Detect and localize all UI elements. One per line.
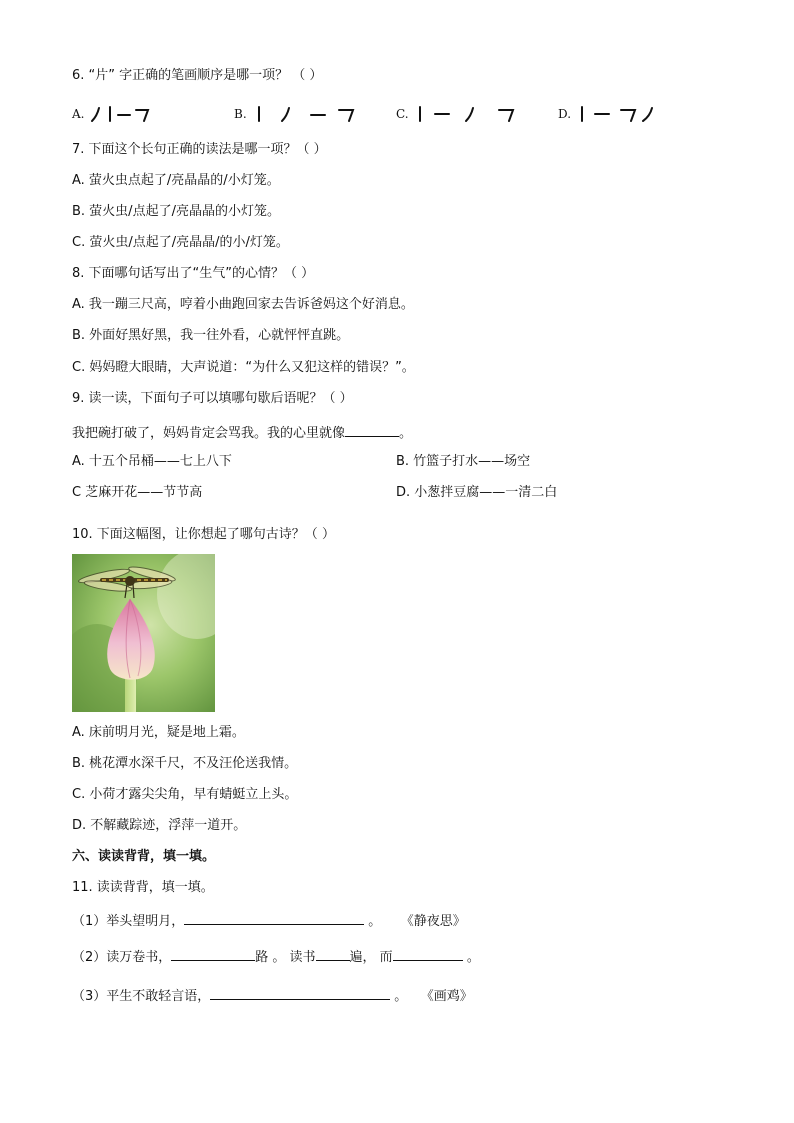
q10-stem: 10. 下面这幅图，让你想起了哪句古诗？（ ） [72,527,335,542]
q8-option-b[interactable]: B. 外面好黑好黑，我一往外看，心就怦怦直跳。 [72,328,350,343]
q9-stem: 9. 读一读，下面句子可以填哪句歇后语呢？（ ） [72,391,353,406]
q11-item2-mid2: 遍， 而 [349,950,393,965]
section6-title: 六、读读背背，填一填。 [72,849,216,864]
q11-item3 [72,985,473,1006]
q8-stem: 8. 下面哪句话写出了“生气”的心情？（ ） [72,266,315,281]
q11-item1-end: 。 [368,914,382,929]
q9-sentence-text: 我把碗打破了，妈妈肯定会骂我。我的心里就像 [72,426,346,441]
q11-stem: 11. 读读背背，填一填。 [72,880,214,895]
q6-option-d[interactable] [558,103,661,125]
q9-option-d[interactable]: D. 小葱拌豆腐——一清二白 [396,485,558,500]
q11-item1-start: （1）举头望明月， [72,914,185,929]
q6-stem: 6. “片” 字正确的笔画顺序是哪一项？ （ ） [72,68,323,83]
q6-option-c-strokes [415,104,521,124]
q9-answer-blank[interactable] [345,422,399,437]
q6-option-d-letter: D. [558,107,572,121]
q7-stem: 7. 下面这个长句正确的读法是哪一项？（ ） [72,142,327,157]
q6-option-a-strokes [90,104,152,124]
q10-option-c[interactable]: C. 小荷才露尖尖角，早有蜻蜓立上头。 [72,787,298,802]
q6-option-a[interactable] [72,103,152,125]
q11-item3-end: 。 [394,989,408,1004]
q11-item3-blank[interactable] [210,985,390,1000]
q8-option-a[interactable]: A. 我一蹦三尺高，哼着小曲跑回家去告诉爸妈这个好消息。 [72,297,414,312]
q11-item3-source: 《画鸡》 [427,989,473,1004]
q6-option-b[interactable] [234,103,359,125]
q11-item2-start: （2）读万卷书， [72,950,172,965]
q11-item3-start: （3）平生不敢轻言语， [72,989,211,1004]
q6-option-b-letter: B. [234,107,247,121]
q9-option-b[interactable]: B. 竹篮子打水——场空 [396,454,531,469]
lotus-dragonfly-illustration [72,554,215,712]
q11-item2-mid1: 路 。 读书 [255,950,316,965]
q8-option-c[interactable]: C. 妈妈瞪大眼睛，大声说道：“为什么又犯这样的错误？”。 [72,360,415,375]
q6-option-c-letter: C. [396,107,409,121]
q11-item2 [72,946,480,967]
q10-option-d[interactable]: D. 不解藏踪迹，浮萍一道开。 [72,818,247,833]
q10-option-a[interactable]: A. 床前明月光，疑是地上霜。 [72,725,245,740]
q11-item2-end: 。 [462,950,480,965]
q11-item1 [72,910,466,931]
q9-sentence [72,422,412,443]
q6-option-b-strokes [253,104,359,124]
q10-option-b[interactable]: B. 桃花潭水深千尺，不及汪伦送我情。 [72,756,298,771]
q6-option-d-strokes [577,104,661,124]
lotus-dragonfly-photo [72,554,215,712]
q9-option-c[interactable]: C 芝麻开花——节节高 [72,485,203,500]
q9-sentence-end: 。 [399,426,413,441]
q6-option-c[interactable] [396,103,521,125]
q7-option-c[interactable]: C. 萤火虫/点起了/亮晶晶/的小/灯笼。 [72,235,289,250]
q11-item2-blank3[interactable] [393,946,463,961]
q11-item1-blank[interactable] [184,910,364,925]
q9-option-a[interactable]: A. 十五个吊桶——七上八下 [72,454,232,469]
q6-option-a-letter: A. [72,107,85,121]
q11-item1-source: 《静夜思》 [407,914,466,929]
q11-item2-blank1[interactable] [171,946,255,961]
q11-item2-blank2[interactable] [316,946,350,961]
q7-option-a[interactable]: A. 萤火虫点起了/亮晶晶的/小灯笼。 [72,173,280,188]
q7-option-b[interactable]: B. 萤火虫/点起了/亮晶晶的小灯笼。 [72,204,280,219]
